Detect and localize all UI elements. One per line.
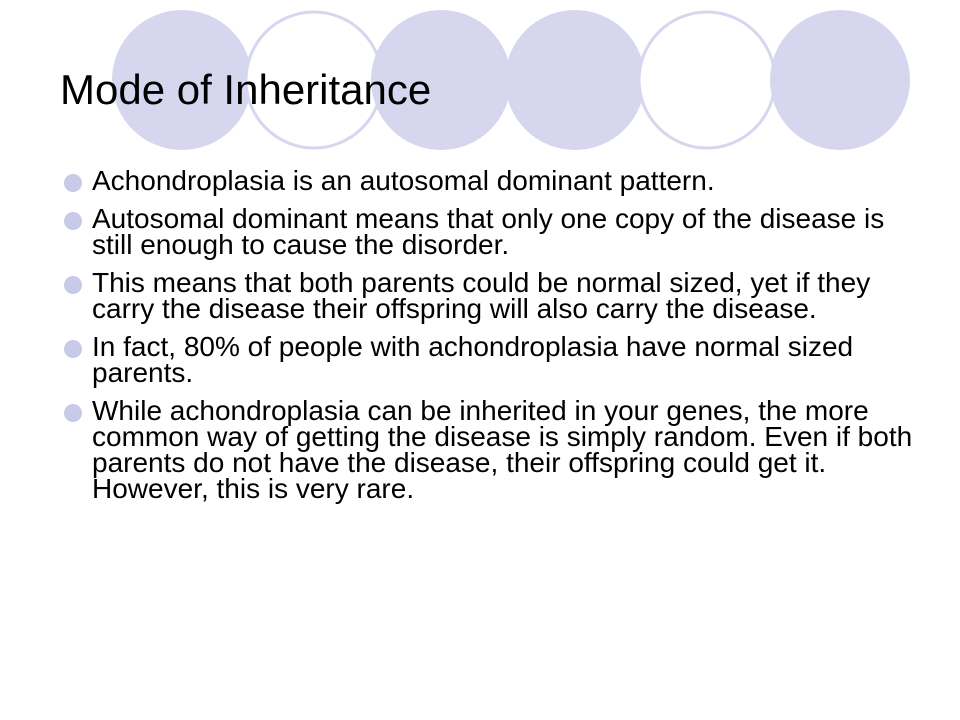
bullet-dot-icon xyxy=(64,174,82,192)
bullet-dot-icon xyxy=(64,404,82,422)
bullet-dot-icon xyxy=(64,340,82,358)
bullet-list xyxy=(64,165,924,514)
bullet-item xyxy=(64,267,924,324)
bullet-item xyxy=(64,395,924,504)
bullet-text: This means that both parents could be normal sized, yet if they carry the disease their offspring will also carry the disease. xyxy=(92,267,871,324)
bullet-text: Autosomal dominant means that only one copy of the disease is still enough to cause the disorder. xyxy=(92,203,885,260)
bullet-dot-icon xyxy=(64,276,82,294)
bullet-item xyxy=(64,165,924,196)
circle-filled-4 xyxy=(770,10,910,150)
circle-outline-2 xyxy=(639,12,775,148)
slide-title: Mode of Inheritance xyxy=(60,66,432,113)
circle-filled-3 xyxy=(505,10,645,150)
bullet-item xyxy=(64,331,924,388)
bullet-text: In fact, 80% of people with achondroplasia have normal sized parents. xyxy=(92,331,854,388)
bullet-text: Achondroplasia is an autosomal dominant pattern. xyxy=(92,165,715,196)
bullet-text: While achondroplasia can be inherited in your genes, the more common way of getting the disease is simply random. Even if both parents do not have the disease, their offspring could get it. However, this is very rare. xyxy=(92,395,913,504)
bullet-dot-icon xyxy=(64,212,82,230)
bullet-item xyxy=(64,203,924,260)
